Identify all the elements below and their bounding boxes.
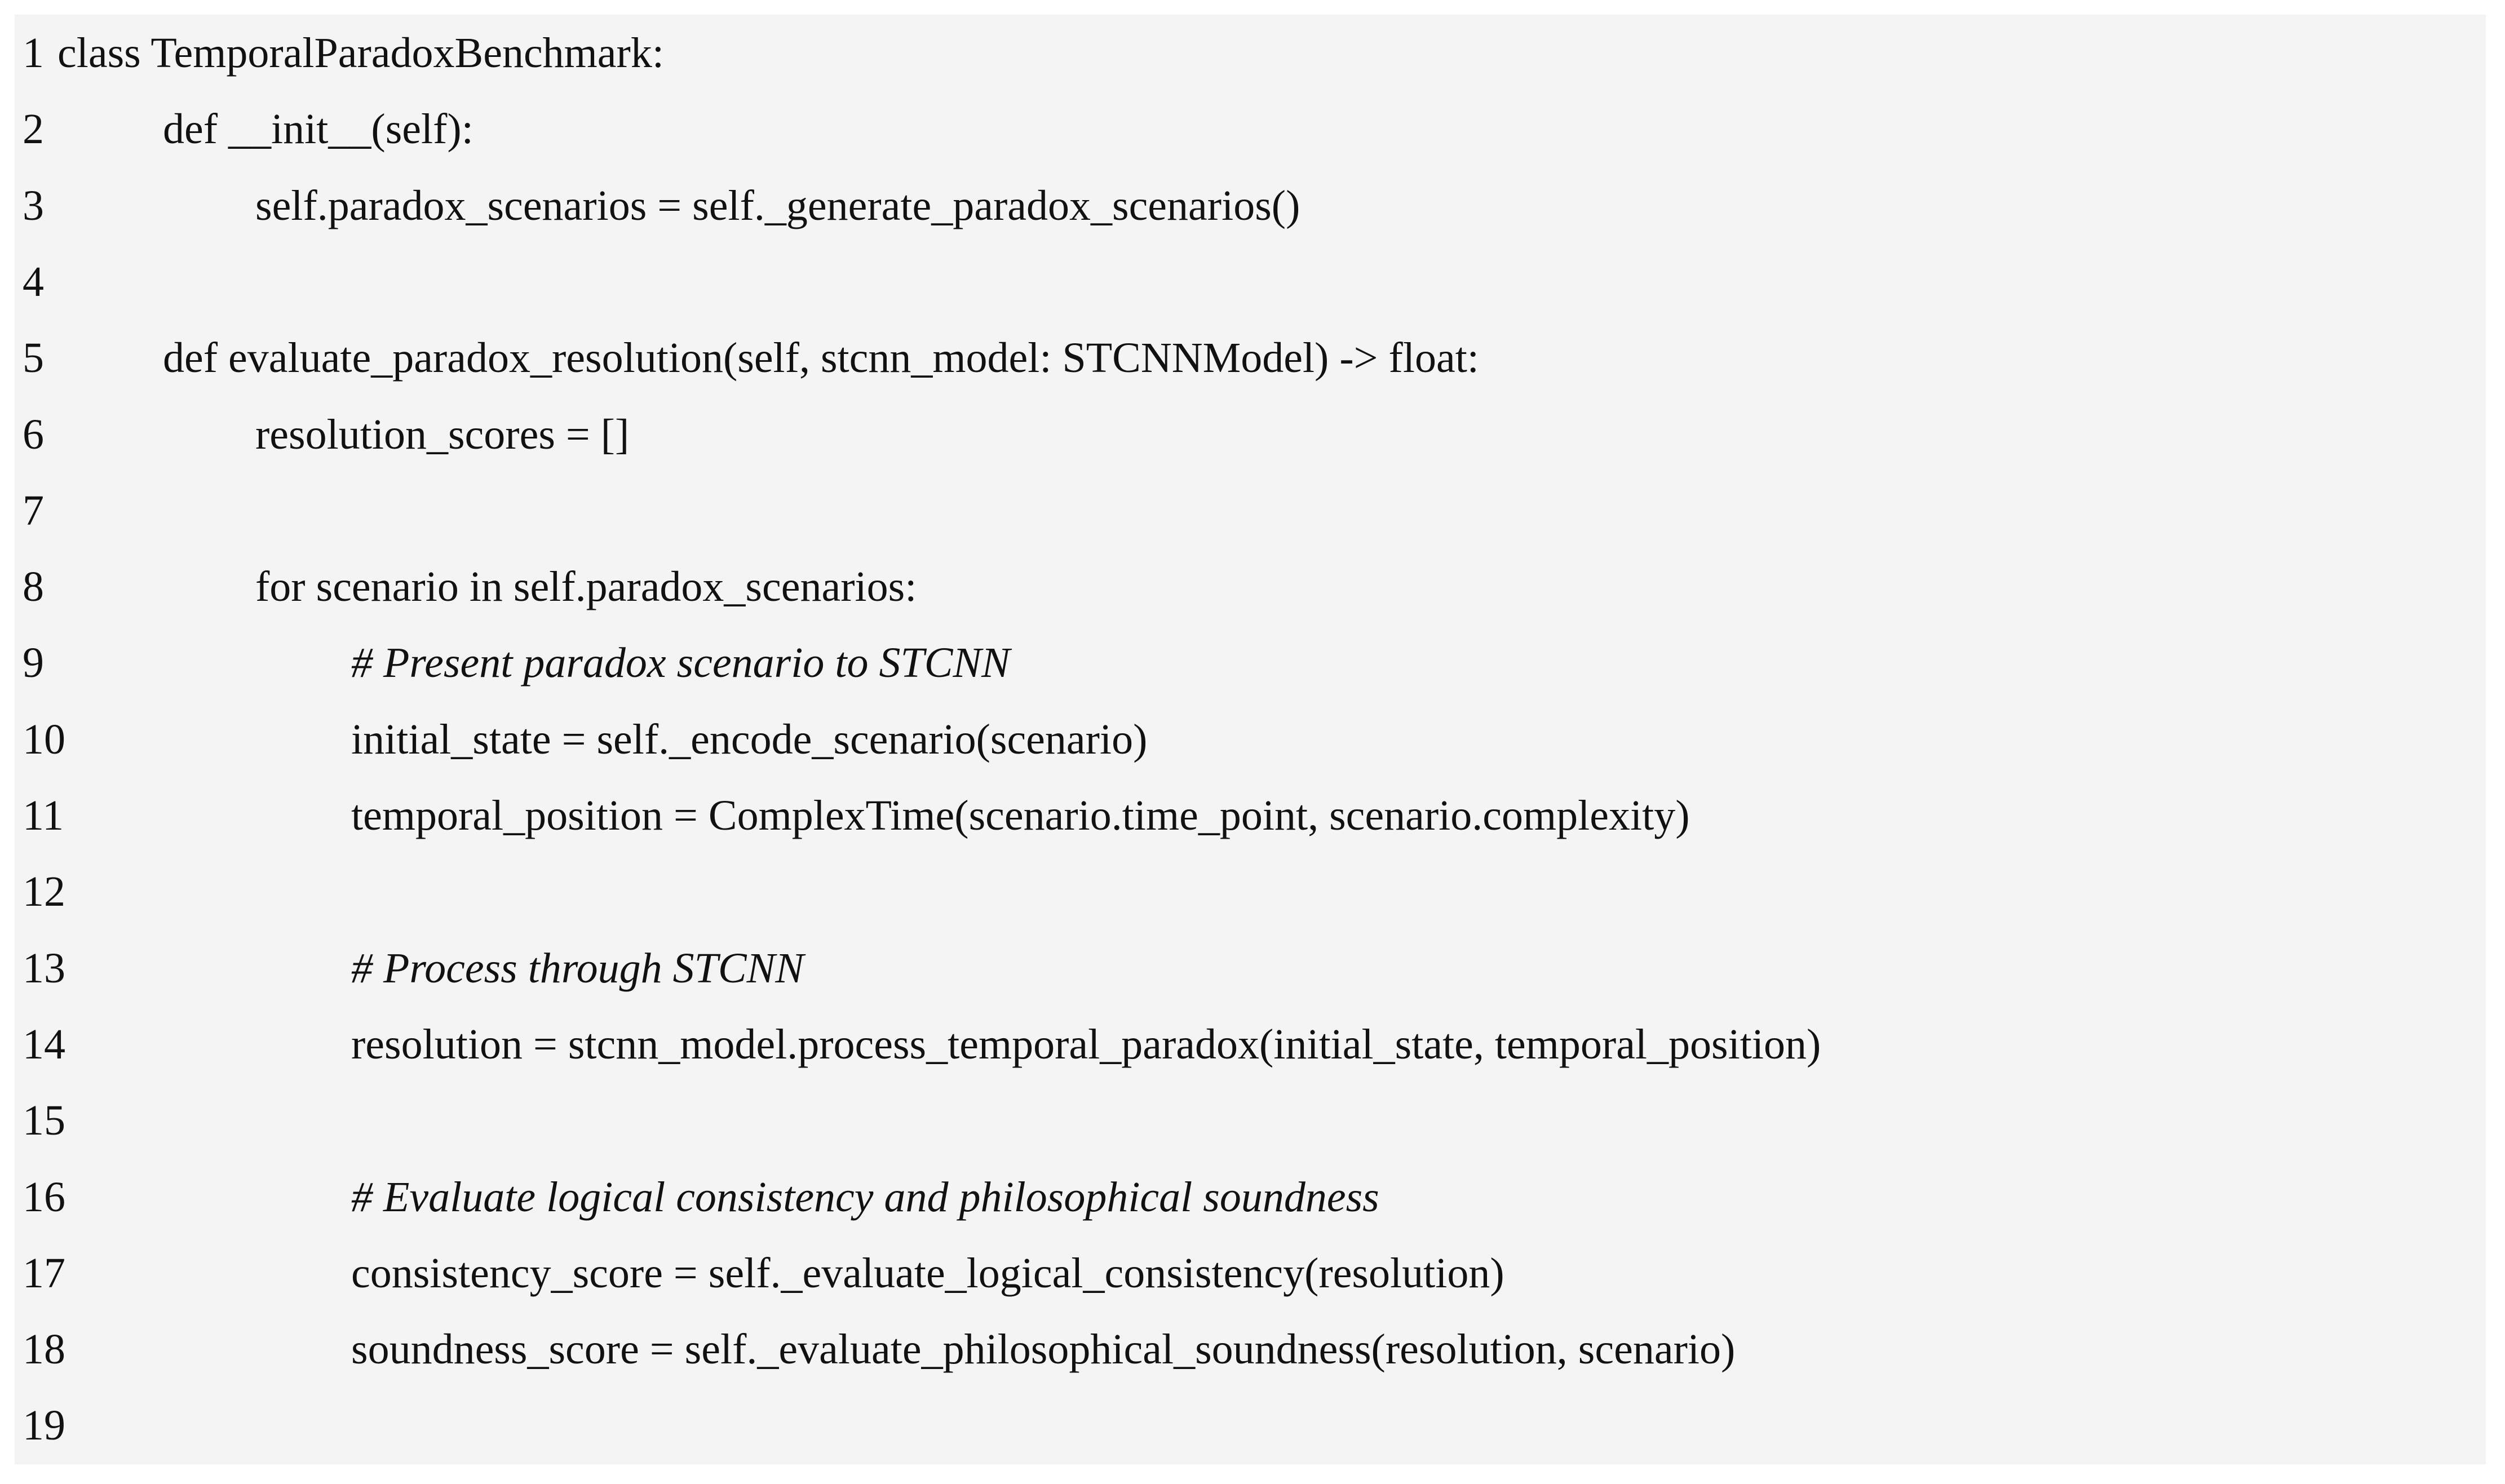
code-comment: # Present paradox scenario to STCNN: [351, 639, 1010, 687]
code-listing: [15, 15, 2486, 1464]
code-line: [15, 930, 2486, 1007]
line-number: 2: [23, 105, 44, 153]
line-number: 10: [23, 715, 65, 763]
line-number: 6: [23, 410, 44, 458]
line-number: 13: [23, 944, 65, 992]
code-line: [15, 548, 2486, 625]
code-text: consistency_score = self._evaluate_logical_consistency(resolution): [351, 1249, 1504, 1297]
line-number: 8: [23, 563, 44, 611]
code-line: [15, 243, 2486, 320]
code-line: [15, 624, 2486, 701]
code-text: def evaluate_paradox_resolution(self, stcnn_model: STCNNModel) -> float:: [163, 334, 1479, 382]
code-line: [15, 15, 2486, 91]
code-line: [15, 1082, 2486, 1159]
line-number: 5: [23, 334, 44, 382]
code-line: [15, 167, 2486, 244]
code-line: [15, 701, 2486, 778]
line-number: 3: [23, 181, 44, 229]
code-text: class TemporalParadoxBenchmark:: [57, 29, 664, 77]
line-number: 14: [23, 1020, 65, 1068]
code-text: resolution = stcnn_model.process_temporal_paradox(initial_state, temporal_position): [351, 1020, 1821, 1068]
code-line: [15, 1006, 2486, 1083]
line-number: 15: [23, 1097, 65, 1145]
code-line: [15, 1235, 2486, 1312]
line-number: 16: [23, 1173, 65, 1221]
code-text: initial_state = self._encode_scenario(scenario): [351, 715, 1148, 763]
line-number: 9: [23, 639, 44, 687]
code-text: temporal_position = ComplexTime(scenario.time_point, scenario.complexity): [351, 792, 1690, 839]
code-line: [15, 853, 2486, 930]
code-line: [15, 472, 2486, 549]
line-number: 1: [23, 29, 44, 77]
line-number: 19: [23, 1402, 65, 1450]
code-text: def __init__(self):: [163, 105, 473, 153]
code-line: [15, 1311, 2486, 1388]
code-line: [15, 396, 2486, 473]
line-number: 7: [23, 486, 44, 534]
line-number: 12: [23, 868, 65, 916]
code-line: [15, 1387, 2486, 1464]
code-text: resolution_scores = []: [255, 410, 630, 458]
line-number: 4: [23, 258, 44, 305]
line-number: 11: [23, 792, 64, 839]
code-line: [15, 91, 2486, 167]
code-comment: # Evaluate logical consistency and philosophical soundness: [351, 1173, 1379, 1221]
line-number: 17: [23, 1249, 65, 1297]
code-text: self.paradox_scenarios = self._generate_paradox_scenarios(): [255, 181, 1300, 229]
code-line: [15, 320, 2486, 396]
code-text: for scenario in self.paradox_scenarios:: [255, 563, 917, 611]
code-line: [15, 777, 2486, 854]
line-number: 18: [23, 1326, 65, 1374]
code-comment: # Process through STCNN: [351, 944, 804, 992]
code-text: soundness_score = self._evaluate_philosophical_soundness(resolution, scenario): [351, 1326, 1736, 1374]
code-line: [15, 1159, 2486, 1235]
